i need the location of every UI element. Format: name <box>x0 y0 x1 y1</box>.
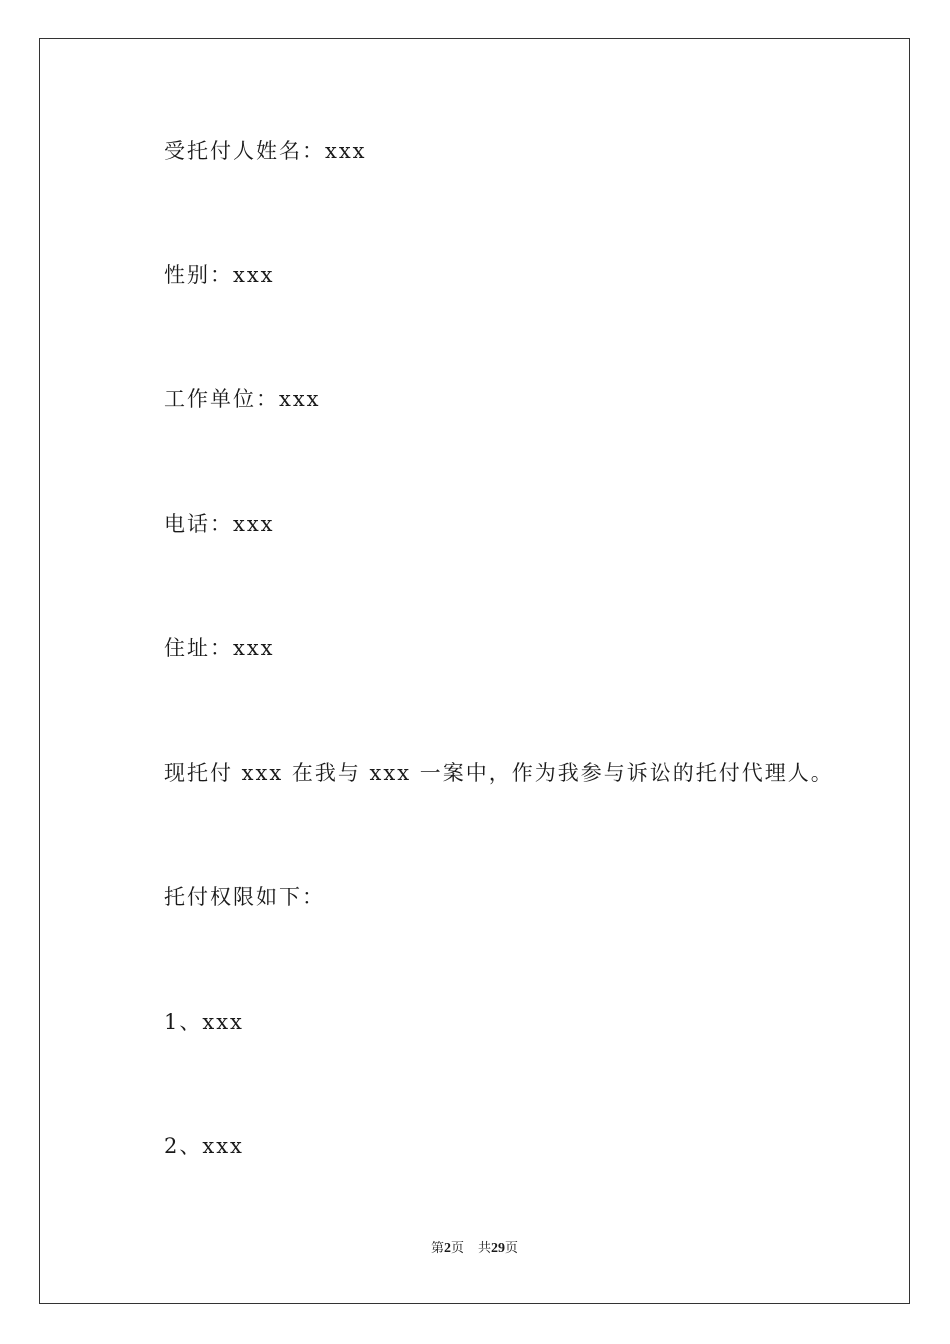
footer-page-prefix: 第 <box>430 1241 444 1256</box>
entrustment-statement: 现托付 xxx 在我与 xxx 一案中，作为我参与诉讼的托付代理人。 <box>164 761 834 785</box>
phone-line: 电话：xxx <box>164 512 275 536</box>
authority-item-1: 1、xxx <box>164 1010 244 1034</box>
document-page <box>39 38 910 1304</box>
address-line: 住址：xxx <box>164 636 275 660</box>
gender-line: 性别：xxx <box>164 263 275 287</box>
footer-page-suffix: 页 <box>450 1241 464 1256</box>
work-unit-line: 工作单位：xxx <box>164 387 321 411</box>
footer-total-prefix: 共 <box>478 1241 492 1256</box>
footer-current-page: 2 <box>443 1241 451 1256</box>
trustee-name-line: 受托付人姓名：xxx <box>164 139 367 163</box>
footer-total-suffix: 页 <box>505 1241 519 1256</box>
authority-heading: 托付权限如下： <box>164 885 325 909</box>
page-footer <box>40 1240 909 1258</box>
authority-item-2: 2、xxx <box>164 1134 244 1158</box>
footer-total-pages: 29 <box>491 1241 506 1256</box>
